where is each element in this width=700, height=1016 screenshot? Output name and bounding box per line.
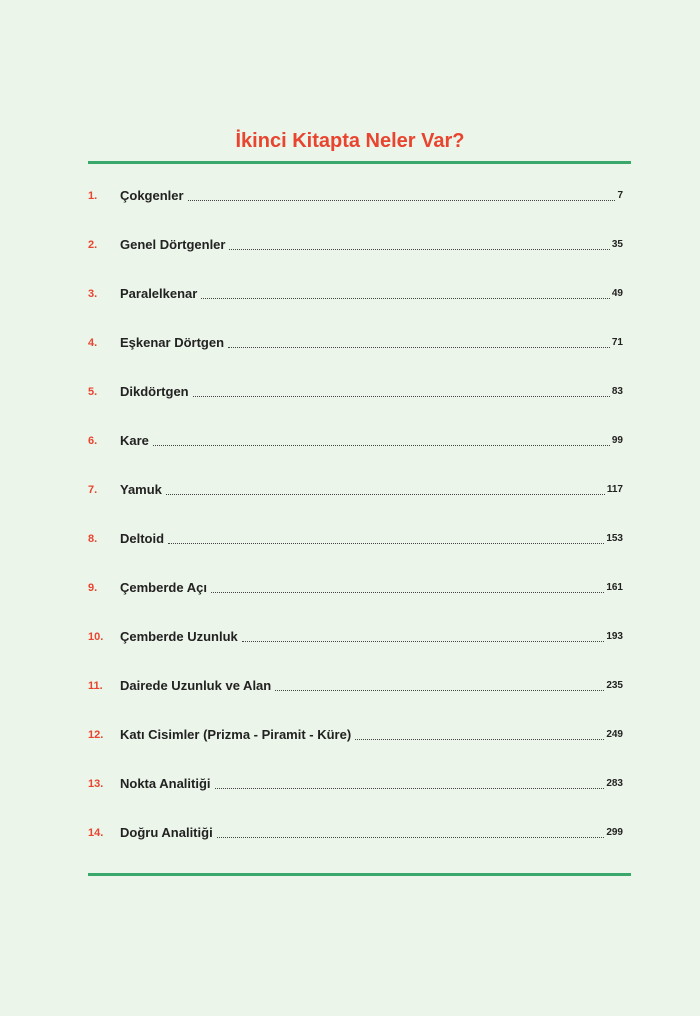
toc-chapter-title: Dikdörtgen	[120, 384, 189, 399]
toc-number: 1.	[88, 190, 98, 202]
dot-leader	[166, 481, 605, 495]
toc-chapter-title: Çemberde Uzunluk	[120, 629, 238, 644]
dot-leader	[217, 824, 605, 838]
toc-number: 12.	[88, 729, 104, 741]
toc-entry-4	[88, 334, 623, 383]
toc-chapter-title: Doğru Analitiği	[120, 825, 213, 840]
toc-chapter-title: Paralelkenar	[120, 286, 198, 301]
toc-entry-12	[88, 726, 623, 775]
dot-leader	[355, 726, 604, 740]
toc-entry-5	[88, 383, 623, 432]
dot-leader	[168, 530, 604, 544]
toc-chapter-title: Kare	[120, 433, 149, 448]
toc-page-number: 299	[606, 827, 623, 838]
toc-number: 10.	[88, 631, 104, 643]
toc-page-number: 153	[606, 533, 623, 544]
toc-page-number: 249	[606, 729, 623, 740]
toc-entry-7	[88, 481, 623, 530]
toc-entry-2	[88, 236, 623, 285]
toc-number: 11.	[88, 680, 103, 692]
toc-number: 8.	[88, 533, 98, 545]
toc-page-number: 35	[611, 239, 623, 250]
toc-entry-14	[88, 824, 623, 873]
dot-leader	[242, 628, 605, 642]
toc-chapter-title: Katı Cisimler (Prizma - Piramit - Küre)	[120, 727, 352, 742]
toc-entry-8	[88, 530, 623, 579]
toc-chapter-title: Eşkenar Dörtgen	[120, 335, 225, 350]
dot-leader	[188, 187, 616, 201]
toc-entry-11	[88, 677, 623, 726]
toc-entry-1	[88, 187, 623, 236]
page-title: İkinci Kitapta Neler Var?	[235, 130, 465, 152]
toc-chapter-title: Dairede Uzunluk ve Alan	[120, 678, 272, 693]
table-of-contents	[88, 187, 623, 873]
dot-leader	[193, 383, 610, 397]
toc-chapter-title: Çemberde Açı	[120, 580, 207, 595]
toc-page-number: 71	[611, 337, 623, 348]
toc-page-number: 49	[611, 288, 623, 299]
toc-page-number: 193	[606, 631, 623, 642]
toc-page-number: 99	[611, 435, 623, 446]
dot-leader	[211, 579, 604, 593]
dot-leader	[228, 334, 610, 348]
toc-entry-10	[88, 628, 623, 677]
toc-entry-3	[88, 285, 623, 334]
toc-chapter-title: Çokgenler	[120, 188, 184, 203]
toc-number: 14.	[88, 827, 104, 839]
toc-page-number: 117	[606, 484, 623, 495]
toc-number: 6.	[88, 435, 98, 447]
toc-number: 5.	[88, 386, 98, 398]
dot-leader	[275, 677, 604, 691]
toc-number: 4.	[88, 337, 98, 349]
toc-page-number: 7	[617, 190, 623, 201]
toc-page-number: 235	[606, 680, 623, 691]
toc-number: 13.	[88, 778, 104, 790]
dot-leader	[215, 775, 605, 789]
toc-entry-6	[88, 432, 623, 481]
toc-number: 3.	[88, 288, 98, 300]
toc-page-number: 83	[611, 386, 623, 397]
toc-number: 9.	[88, 582, 98, 594]
dot-leader	[153, 432, 610, 446]
toc-chapter-title: Nokta Analitiği	[120, 776, 211, 791]
toc-page-number: 283	[606, 778, 623, 789]
toc-chapter-title: Deltoid	[120, 531, 165, 546]
dot-leader	[229, 236, 609, 250]
toc-chapter-title: Yamuk	[120, 482, 162, 497]
top-divider	[88, 161, 631, 164]
toc-entry-13	[88, 775, 623, 824]
toc-number: 2.	[88, 239, 98, 251]
bottom-divider	[88, 873, 631, 876]
dot-leader	[201, 285, 610, 299]
toc-page-number: 161	[606, 582, 623, 593]
toc-entry-9	[88, 579, 623, 628]
toc-chapter-title: Genel Dörtgenler	[120, 237, 226, 252]
toc-number: 7.	[88, 484, 98, 496]
